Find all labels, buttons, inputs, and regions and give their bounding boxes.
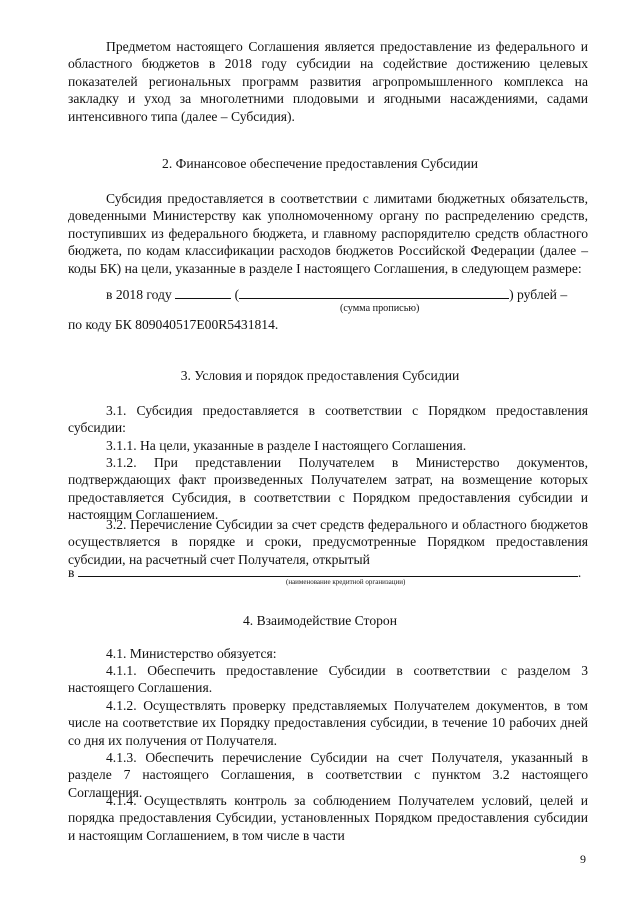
sum-caption: (сумма прописью) <box>340 303 420 314</box>
section-4-heading: 4. Взаимодействие Сторон <box>243 613 397 628</box>
year-amount-line <box>106 286 596 303</box>
clause-4-1-1: 4.1.1. Обеспечить предоставление Субсидии в соответствии с разделом 3 настоящего Соглашения. <box>68 663 588 696</box>
clause-3-1: 3.1. Субсидия предоставляется в соответствии с Порядком предоставления субсидии: <box>68 403 588 436</box>
page-number: 9 <box>580 852 586 866</box>
clause-3-2: 3.2. Перечисление Субсидии за счет средств федерального и областного бюджетов осуществляется в порядке и сроки, предусмотренные Порядком предоставления субсидии, на расчетный счет Получателя, открытый <box>68 517 588 567</box>
paren-open: ( <box>234 287 240 302</box>
clause-4-1-3: 4.1.3. Обеспечить перечисление Субсидии на счет Получателя, указанный в разделе 7 настоящего Соглашения, в соответствии с пунктом 3.2 настоящего Соглашения. <box>68 750 588 800</box>
bank-suffix: . <box>577 565 582 580</box>
year-prefix: в 2018 году <box>106 287 172 302</box>
bank-blank <box>78 564 578 577</box>
amount-blank <box>175 286 231 299</box>
clause-4-1: 4.1. Министерство обязуется: <box>106 646 277 661</box>
section-2-heading: 2. Финансовое обеспечение предоставления Субсидии <box>162 156 478 171</box>
clause-4-1-4: 4.1.4. Осуществлять контроль за соблюдением Получателем условий, целей и порядка предоставления Субсидии, установленных Порядком предоставления субсидии и настоящим Соглашением, в том числе в части <box>68 793 588 843</box>
clause-3-1-1: 3.1.1. На цели, указанные в разделе I настоящего Соглашения. <box>106 438 467 453</box>
clause-4-1-2: 4.1.2. Осуществлять проверку представляемых Получателем документов, в том числе на соответствие их Порядку предоставления субсидии, в течение 10 рабочих дней со дня их получения от Получателя. <box>68 698 588 748</box>
bank-prefix: в <box>68 565 75 580</box>
clause-3-1-2: 3.1.2. При представлении Получателем в Министерство документов, подтверждающих факт произведенных Получателем затрат, на возмещение которых предоставляется Субсидия, в соответствии с Порядком предоставления субсидии и настоящим Соглашением. <box>68 455 588 523</box>
paren-close-rubles: ) рублей – <box>509 287 568 302</box>
amount-words-blank <box>239 286 509 299</box>
bank-caption: (наименование кредитной организации) <box>286 578 406 586</box>
kbk-line: по коду БК 809040517E00R5431814. <box>68 317 279 332</box>
funding-paragraph: Субсидия предоставляется в соответствии с лимитами бюджетных обязательств, доведенными Министерству как уполномоченному органу по распределению средств, поступивших из федерального бюджета, и главному распорядителю средств областного бюджета, по кодам классификации расходов бюджетов Российской Федерации (далее – коды БК) на цели, указанные в разделе I настоящего Соглашения, в следующем размере: <box>68 191 588 276</box>
section-3-heading: 3. Условия и порядок предоставления Субсидии <box>180 368 460 383</box>
subject-paragraph: Предметом настоящего Соглашения является предоставление из федерального и областного бюджетов в 2018 году субсидии на содействие достижению целевых показателей региональных программ развития агропромышленного комплекса на закладку и уход за многолетними плодовыми и ягодными насаждениями, садами интенсивного типа (далее – Субсидия). <box>68 39 588 124</box>
